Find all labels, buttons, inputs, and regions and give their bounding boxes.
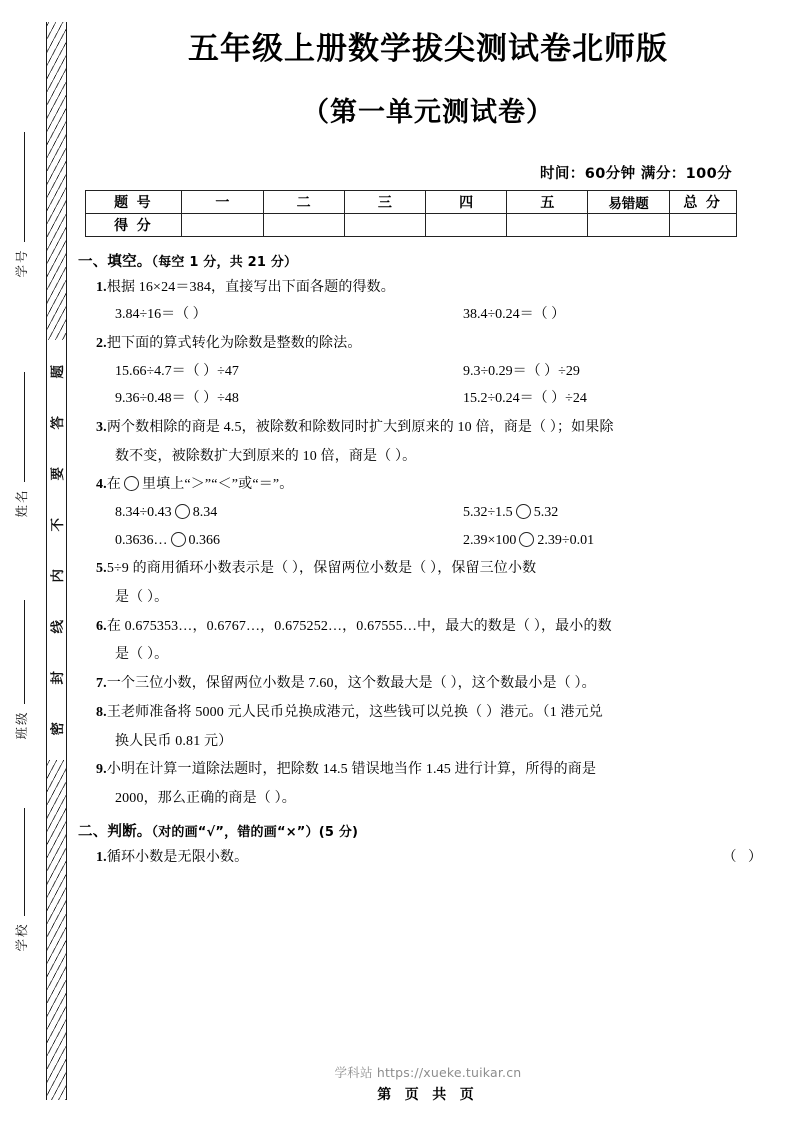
margin-field-label-2: 班级: [15, 710, 29, 740]
question-4-compare-2-right[interactable]: [463, 530, 778, 553]
question-1-row-1: [78, 304, 778, 327]
question-7-line-1: 一个三位小数，保留两位小数是 7.60，这个数最大是（ ），这个数最小是（ ）。: [106, 676, 596, 692]
write-in-rule[interactable]: [24, 132, 25, 242]
seal-char-3: 不: [49, 517, 65, 532]
q4-c3-b: 0.366: [188, 532, 220, 548]
q4-c2-b: 5.32: [533, 505, 559, 521]
circle-icon: [124, 476, 139, 491]
question-3-line-2: 数不变，被除数扩大到原来的 10 倍，商是（ ）。: [115, 448, 417, 464]
page-footer: [78, 1063, 778, 1104]
q4-c2-a: 5.32÷1.5: [463, 505, 513, 521]
question-9: [78, 759, 778, 782]
q4-c3-a: 0.3636…: [115, 532, 168, 548]
seal-char-2: 要: [49, 466, 65, 481]
question-2-expr-1-right[interactable]: 9.3÷0.29＝（ ）÷29: [463, 363, 580, 379]
answer-circle-icon[interactable]: [519, 532, 534, 547]
section-2-title: 二、判断。: [78, 823, 152, 840]
question-1-number: 1.: [96, 279, 107, 295]
question-2: [78, 333, 778, 356]
question-8-number: 8.: [96, 704, 107, 720]
question-5-line-1: 5÷9 的商用循环小数表示是（ ），保留两位小数是（ ），保留三位小数: [106, 561, 537, 577]
score-cell-1[interactable]: [182, 213, 263, 236]
question-2-row-1: [78, 361, 778, 384]
question-8-line-2: 换人民币 0.81 元）: [115, 733, 233, 749]
question-4-text-after: 里填上“＞”“＜”或“＝”。: [141, 477, 294, 493]
question-9-line-1: 小明在计算一道除法题时，把除数 14.5 错误地当作 1.45 进行计算，所得的商是: [106, 762, 597, 778]
page-number-text: 第 页 共 页: [377, 1088, 479, 1103]
score-cell-wrong[interactable]: [588, 213, 669, 236]
question-9-number: 9.: [96, 762, 107, 778]
question-3-number: 3.: [96, 420, 107, 436]
question-5: [78, 558, 778, 581]
question-5-line-2: 是（ ）。: [115, 590, 169, 606]
seal-char-0: 题: [49, 364, 65, 379]
score-table-col-3: 三: [344, 190, 425, 213]
score-cell-4[interactable]: [425, 213, 506, 236]
score-cell-5[interactable]: [507, 213, 588, 236]
score-table-col-5: 五: [507, 190, 588, 213]
question-4-number: 4.: [96, 477, 107, 493]
section-1-title: 一、填空。: [78, 253, 152, 270]
score-cell-total[interactable]: [669, 213, 736, 236]
question-5-number: 5.: [96, 561, 107, 577]
seal-line-band: [46, 22, 67, 1100]
question-2-text: 把下面的算式转化为除数是整数的除法。: [106, 336, 362, 352]
seal-char-5: 线: [49, 619, 65, 634]
question-6-number: 6.: [96, 618, 107, 634]
score-cell-2[interactable]: [263, 213, 344, 236]
question-3: [78, 417, 778, 440]
seal-char-4: 内: [49, 568, 65, 583]
section-heading-1: [78, 250, 778, 271]
margin-field-label-0: 学号: [15, 248, 29, 278]
score-table-col-4: 四: [425, 190, 506, 213]
question-9-line-2: 2000，那么正确的商是（ ）。: [115, 790, 296, 806]
question-1: [78, 277, 778, 300]
section-heading-2: [78, 820, 778, 841]
question-2-expr-1-left[interactable]: 15.66÷4.7＝（ ）÷47: [115, 363, 239, 379]
score-table: [85, 190, 737, 237]
section-1-points: （每空 1 分，共 21 分）: [151, 254, 298, 270]
question-8-line-1: 王老师准备将 5000 元人民币兑换成港元，这些钱可以兑换（ ）港元。（1 港元兑: [106, 704, 603, 720]
section-2-question-1-text: 循环小数是无限小数。: [106, 849, 249, 865]
question-3-line-2-wrap: [78, 446, 778, 469]
watermark-text: 学科站 https://xueke.tuikar.cn: [334, 1065, 522, 1080]
section-2-question-1: [78, 847, 778, 870]
answer-circle-icon[interactable]: [171, 532, 186, 547]
q4-c1-a: 8.34÷0.43: [115, 505, 172, 521]
seal-char-6: 封: [49, 670, 65, 685]
score-table-col-1: 一: [182, 190, 263, 213]
question-9-line-2-wrap: [78, 788, 778, 811]
answer-circle-icon[interactable]: [516, 504, 531, 519]
section-2-question-1-number: 1.: [96, 849, 107, 865]
question-3-line-1: 两个数相除的商是 4.5，被除数和除数同时扩大到原来的 10 倍，商是（ ）；如果除: [106, 420, 614, 436]
question-4-row-2: [78, 530, 778, 553]
question-6: [78, 616, 778, 639]
question-1-text: 根据 16×24＝384，直接写出下面各题的得数。: [106, 279, 395, 295]
question-8-line-2-wrap: [78, 731, 778, 754]
margin-field-label-3: 学校: [15, 922, 29, 952]
score-table-row-label-0: 题 号: [86, 190, 182, 213]
question-1-expr-right[interactable]: 38.4÷0.24＝（ ）: [463, 307, 566, 323]
question-6-line-2: 是（ ）。: [115, 647, 169, 663]
question-4-compare-2-left[interactable]: [115, 530, 463, 553]
question-4-compare-1-left[interactable]: [115, 502, 463, 525]
question-2-number: 2.: [96, 336, 107, 352]
score-table-col-wrong: 易错题: [588, 190, 669, 213]
q4-c1-b: 8.34: [192, 505, 218, 521]
question-4: [78, 474, 778, 497]
question-6-line-1: 在 0.675353…，0.6767…，0.675252…，0.67555…中，最大的数是（ ），最小的数: [106, 618, 612, 634]
seal-char-7: 密: [49, 721, 65, 736]
question-6-line-2-wrap: [78, 644, 778, 667]
question-5-line-2-wrap: [78, 587, 778, 610]
question-1-expr-left[interactable]: 3.84÷16＝（ ）: [115, 307, 207, 323]
section-2-points: （对的画“√”，错的画“×”）(5 分): [151, 824, 359, 840]
section-2-answer-bracket[interactable]: （ ）: [722, 849, 766, 865]
write-in-rule[interactable]: [24, 600, 25, 704]
question-7-number: 7.: [96, 676, 107, 692]
score-table-col-2: 二: [263, 190, 344, 213]
page-title: 五年级上册数学拔尖测试卷北师版: [188, 31, 668, 67]
score-table-col-total: 总 分: [669, 190, 736, 213]
question-8: [78, 702, 778, 725]
question-7: [78, 673, 778, 696]
margin-student-fields: [0, 0, 42, 1122]
question-2-expr-2-left[interactable]: 9.36÷0.48＝（ ）÷48: [115, 391, 239, 407]
seal-char-1: 答: [49, 415, 65, 430]
q4-c4-a: 2.39×100: [463, 532, 517, 548]
exam-meta-info: 时间：60分钟 满分：100分: [540, 165, 732, 182]
questions-body: [78, 250, 778, 869]
question-4-compare-1-right[interactable]: [463, 502, 778, 525]
question-4-text-before: 在: [106, 477, 121, 493]
score-cell-3[interactable]: [344, 213, 425, 236]
seal-line-text: [47, 340, 67, 760]
question-2-row-2: [78, 388, 778, 411]
question-4-row-1: [78, 502, 778, 525]
q4-c4-b: 2.39÷0.01: [537, 532, 595, 548]
score-table-header-row: [86, 190, 737, 213]
exam-content: [78, 0, 778, 1122]
answer-circle-icon[interactable]: [175, 504, 190, 519]
score-table-score-row: [86, 213, 737, 236]
write-in-rule[interactable]: [24, 808, 25, 916]
write-in-rule[interactable]: [24, 372, 25, 482]
question-2-expr-2-right[interactable]: 15.2÷0.24＝（ ）÷24: [463, 391, 587, 407]
score-table-row-label-1: 得 分: [86, 213, 182, 236]
margin-field-label-1: 姓名: [15, 488, 29, 518]
page-subtitle: （第一单元测试卷）: [302, 96, 554, 128]
